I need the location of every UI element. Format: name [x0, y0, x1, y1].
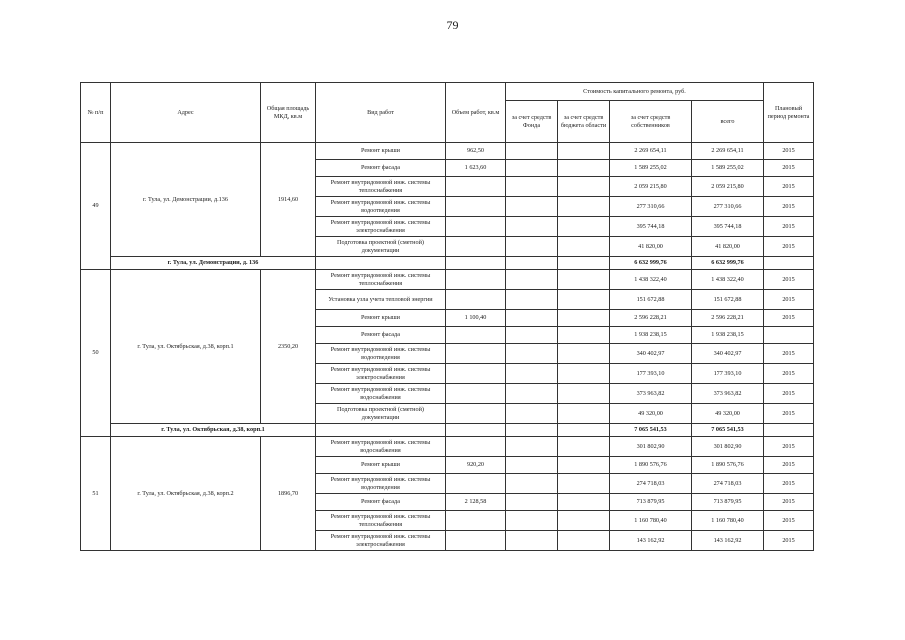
- owners-cell: 2 059 215,80: [610, 177, 692, 197]
- period-cell: [764, 327, 814, 344]
- fund-cell: [506, 290, 558, 310]
- owners-cell: 395 744,18: [610, 217, 692, 237]
- volume-cell: [446, 177, 506, 197]
- work-type-cell: Ремонт крыши: [316, 143, 446, 160]
- volume-cell: 962,50: [446, 143, 506, 160]
- work-type-cell: Ремонт внутридомовой инж. системы электроснабжения: [316, 364, 446, 384]
- fund-cell: [506, 310, 558, 327]
- subtotal-row: [81, 424, 814, 437]
- subtotal-period: [764, 424, 814, 437]
- total-cell: 2 596 228,21: [692, 310, 764, 327]
- period-cell: 2015: [764, 494, 814, 511]
- region-cell: [558, 364, 610, 384]
- total-cell: 143 162,92: [692, 531, 764, 551]
- subtotal-region: [558, 257, 610, 270]
- total-cell: 1 589 255,02: [692, 160, 764, 177]
- header-work-type: Вид работ: [316, 83, 446, 143]
- header-address: Адрес: [111, 83, 261, 143]
- fund-cell: [506, 437, 558, 457]
- volume-cell: [446, 531, 506, 551]
- row-number: 51: [81, 437, 111, 551]
- region-cell: [558, 474, 610, 494]
- volume-cell: [446, 327, 506, 344]
- total-cell: 151 672,88: [692, 290, 764, 310]
- region-cell: [558, 384, 610, 404]
- work-type-cell: Ремонт внутридомовой инж. системы теплоснабжения: [316, 270, 446, 290]
- owners-cell: 274 718,03: [610, 474, 692, 494]
- header-num: № п/п: [81, 83, 111, 143]
- total-cell: 2 269 654,11: [692, 143, 764, 160]
- region-cell: [558, 531, 610, 551]
- owners-cell: 2 269 654,11: [610, 143, 692, 160]
- region-cell: [558, 290, 610, 310]
- owners-cell: 1 589 255,02: [610, 160, 692, 177]
- owners-cell: 1 160 780,40: [610, 511, 692, 531]
- fund-cell: [506, 457, 558, 474]
- region-cell: [558, 177, 610, 197]
- fund-cell: [506, 511, 558, 531]
- work-type-cell: Ремонт крыши: [316, 310, 446, 327]
- fund-cell: [506, 327, 558, 344]
- fund-cell: [506, 384, 558, 404]
- work-type-cell: Ремонт внутридомовой инж. системы водоснабжения: [316, 384, 446, 404]
- work-type-cell: Ремонт фасада: [316, 494, 446, 511]
- period-cell: 2015: [764, 437, 814, 457]
- address-cell: г. Тула, ул. Демонстрации, д.136: [111, 143, 261, 257]
- area-cell: 2350,20: [261, 270, 316, 424]
- region-cell: [558, 310, 610, 327]
- volume-cell: [446, 217, 506, 237]
- period-cell: 2015: [764, 143, 814, 160]
- volume-cell: [446, 270, 506, 290]
- total-cell: 277 310,66: [692, 197, 764, 217]
- period-cell: 2015: [764, 310, 814, 327]
- region-cell: [558, 160, 610, 177]
- volume-cell: [446, 364, 506, 384]
- header-period: Плановый период ремонта: [764, 83, 814, 143]
- region-cell: [558, 457, 610, 474]
- subtotal-volume: [446, 424, 506, 437]
- volume-cell: [446, 197, 506, 217]
- period-cell: 2015: [764, 344, 814, 364]
- fund-cell: [506, 531, 558, 551]
- period-cell: 2015: [764, 217, 814, 237]
- work-type-cell: Подготовка проектной (сметной) документации: [316, 404, 446, 424]
- period-cell: 2015: [764, 197, 814, 217]
- volume-cell: [446, 474, 506, 494]
- header-fund: за счет средств Фонда: [506, 101, 558, 143]
- subtotal-period: [764, 257, 814, 270]
- volume-cell: [446, 290, 506, 310]
- header-region: за счет средств бюджета области: [558, 101, 610, 143]
- fund-cell: [506, 197, 558, 217]
- period-cell: 2015: [764, 290, 814, 310]
- total-cell: 274 718,03: [692, 474, 764, 494]
- period-cell: 2015: [764, 511, 814, 531]
- region-cell: [558, 270, 610, 290]
- subtotal-label: г. Тула, ул. Октябрьская, д.38, корп.1: [111, 424, 316, 437]
- volume-cell: [446, 237, 506, 257]
- subtotal-row: [81, 257, 814, 270]
- owners-cell: 1 890 576,76: [610, 457, 692, 474]
- header-owners: за счет средств собственников: [610, 101, 692, 143]
- total-cell: 1 160 780,40: [692, 511, 764, 531]
- total-cell: 373 963,82: [692, 384, 764, 404]
- owners-cell: 151 672,88: [610, 290, 692, 310]
- subtotal-volume: [446, 257, 506, 270]
- volume-cell: 920,20: [446, 457, 506, 474]
- area-cell: 1896,70: [261, 437, 316, 551]
- volume-cell: [446, 437, 506, 457]
- total-cell: 49 320,00: [692, 404, 764, 424]
- total-cell: 395 744,18: [692, 217, 764, 237]
- period-cell: 2015: [764, 404, 814, 424]
- owners-cell: 49 320,00: [610, 404, 692, 424]
- table-header: [81, 83, 814, 143]
- work-type-cell: Ремонт внутридомовой инж. системы водоотведения: [316, 197, 446, 217]
- work-type-cell: Ремонт внутридомовой инж. системы теплоснабжения: [316, 511, 446, 531]
- fund-cell: [506, 143, 558, 160]
- volume-cell: 2 128,58: [446, 494, 506, 511]
- region-cell: [558, 197, 610, 217]
- work-type-cell: Установка узла учета тепловой энергии: [316, 290, 446, 310]
- subtotal-fund: [506, 424, 558, 437]
- header-cost-group: Стоимость капитального ремонта, руб.: [506, 83, 764, 101]
- subtotal-work: [316, 424, 446, 437]
- total-cell: 1 438 322,40: [692, 270, 764, 290]
- region-cell: [558, 437, 610, 457]
- work-type-cell: Ремонт внутридомовой инж. системы электроснабжения: [316, 217, 446, 237]
- owners-cell: 277 310,66: [610, 197, 692, 217]
- fund-cell: [506, 404, 558, 424]
- subtotal-owners: 6 632 999,76: [610, 257, 692, 270]
- fund-cell: [506, 160, 558, 177]
- fund-cell: [506, 237, 558, 257]
- fund-cell: [506, 344, 558, 364]
- subtotal-total: 7 065 541,53: [692, 424, 764, 437]
- table-row: [81, 143, 814, 160]
- region-cell: [558, 327, 610, 344]
- region-cell: [558, 217, 610, 237]
- header-volume: Объем работ, кв.м: [446, 83, 506, 143]
- period-cell: 2015: [764, 531, 814, 551]
- total-cell: 1 938 238,15: [692, 327, 764, 344]
- volume-cell: 1 100,40: [446, 310, 506, 327]
- period-cell: 2015: [764, 457, 814, 474]
- period-cell: 2015: [764, 384, 814, 404]
- subtotal-work: [316, 257, 446, 270]
- total-cell: 2 059 215,80: [692, 177, 764, 197]
- period-cell: 2015: [764, 364, 814, 384]
- fund-cell: [506, 494, 558, 511]
- row-number: 49: [81, 143, 111, 270]
- total-cell: 177 393,10: [692, 364, 764, 384]
- address-cell: г. Тула, ул. Октябрьская, д.38, корп.1: [111, 270, 261, 424]
- subtotal-label: г. Тула, ул. Демонстрации, д. 136: [111, 257, 316, 270]
- work-type-cell: Ремонт внутридомовой инж. системы водоснабжения: [316, 437, 446, 457]
- header-area: Общая площадь МКД, кв.м: [261, 83, 316, 143]
- header-total: всего: [692, 101, 764, 143]
- region-cell: [558, 494, 610, 511]
- work-type-cell: Ремонт внутридомовой инж. системы водоотведения: [316, 344, 446, 364]
- subtotal-region: [558, 424, 610, 437]
- owners-cell: 1 938 238,15: [610, 327, 692, 344]
- region-cell: [558, 511, 610, 531]
- period-cell: 2015: [764, 237, 814, 257]
- table-row: [81, 437, 814, 457]
- total-cell: 340 402,97: [692, 344, 764, 364]
- owners-cell: 1 438 322,40: [610, 270, 692, 290]
- fund-cell: [506, 474, 558, 494]
- subtotal-fund: [506, 257, 558, 270]
- total-cell: 1 890 576,76: [692, 457, 764, 474]
- work-type-cell: Ремонт внутридомовой инж. системы теплоснабжения: [316, 177, 446, 197]
- work-type-cell: Ремонт крыши: [316, 457, 446, 474]
- work-type-cell: Подготовка проектной (сметной) документации: [316, 237, 446, 257]
- fund-cell: [506, 270, 558, 290]
- work-type-cell: Ремонт фасада: [316, 327, 446, 344]
- total-cell: 41 820,00: [692, 237, 764, 257]
- total-cell: 713 879,95: [692, 494, 764, 511]
- owners-cell: 340 402,97: [610, 344, 692, 364]
- volume-cell: 1 623,60: [446, 160, 506, 177]
- region-cell: [558, 404, 610, 424]
- row-number: 50: [81, 270, 111, 437]
- period-cell: 2015: [764, 474, 814, 494]
- owners-cell: 41 820,00: [610, 237, 692, 257]
- volume-cell: [446, 344, 506, 364]
- volume-cell: [446, 384, 506, 404]
- region-cell: [558, 143, 610, 160]
- period-cell: 2015: [764, 160, 814, 177]
- address-cell: г. Тула, ул. Октябрьская, д.38, корп.2: [111, 437, 261, 551]
- fund-cell: [506, 217, 558, 237]
- work-type-cell: Ремонт фасада: [316, 160, 446, 177]
- volume-cell: [446, 404, 506, 424]
- subtotal-owners: 7 065 541,53: [610, 424, 692, 437]
- owners-cell: 713 879,95: [610, 494, 692, 511]
- work-type-cell: Ремонт внутридомовой инж. системы электроснабжения: [316, 531, 446, 551]
- work-type-cell: Ремонт внутридомовой инж. системы водоотведения: [316, 474, 446, 494]
- capital-repair-table: [80, 82, 814, 551]
- volume-cell: [446, 511, 506, 531]
- period-cell: 2015: [764, 270, 814, 290]
- total-cell: 301 802,90: [692, 437, 764, 457]
- period-cell: 2015: [764, 177, 814, 197]
- region-cell: [558, 344, 610, 364]
- table-body: [81, 143, 814, 551]
- region-cell: [558, 237, 610, 257]
- fund-cell: [506, 177, 558, 197]
- owners-cell: 143 162,92: [610, 531, 692, 551]
- area-cell: 1914,60: [261, 143, 316, 257]
- owners-cell: 177 393,10: [610, 364, 692, 384]
- fund-cell: [506, 364, 558, 384]
- table-row: [81, 270, 814, 290]
- owners-cell: 2 596 228,21: [610, 310, 692, 327]
- page-number: 79: [446, 18, 459, 32]
- owners-cell: 373 963,82: [610, 384, 692, 404]
- owners-cell: 301 802,90: [610, 437, 692, 457]
- subtotal-total: 6 632 999,76: [692, 257, 764, 270]
